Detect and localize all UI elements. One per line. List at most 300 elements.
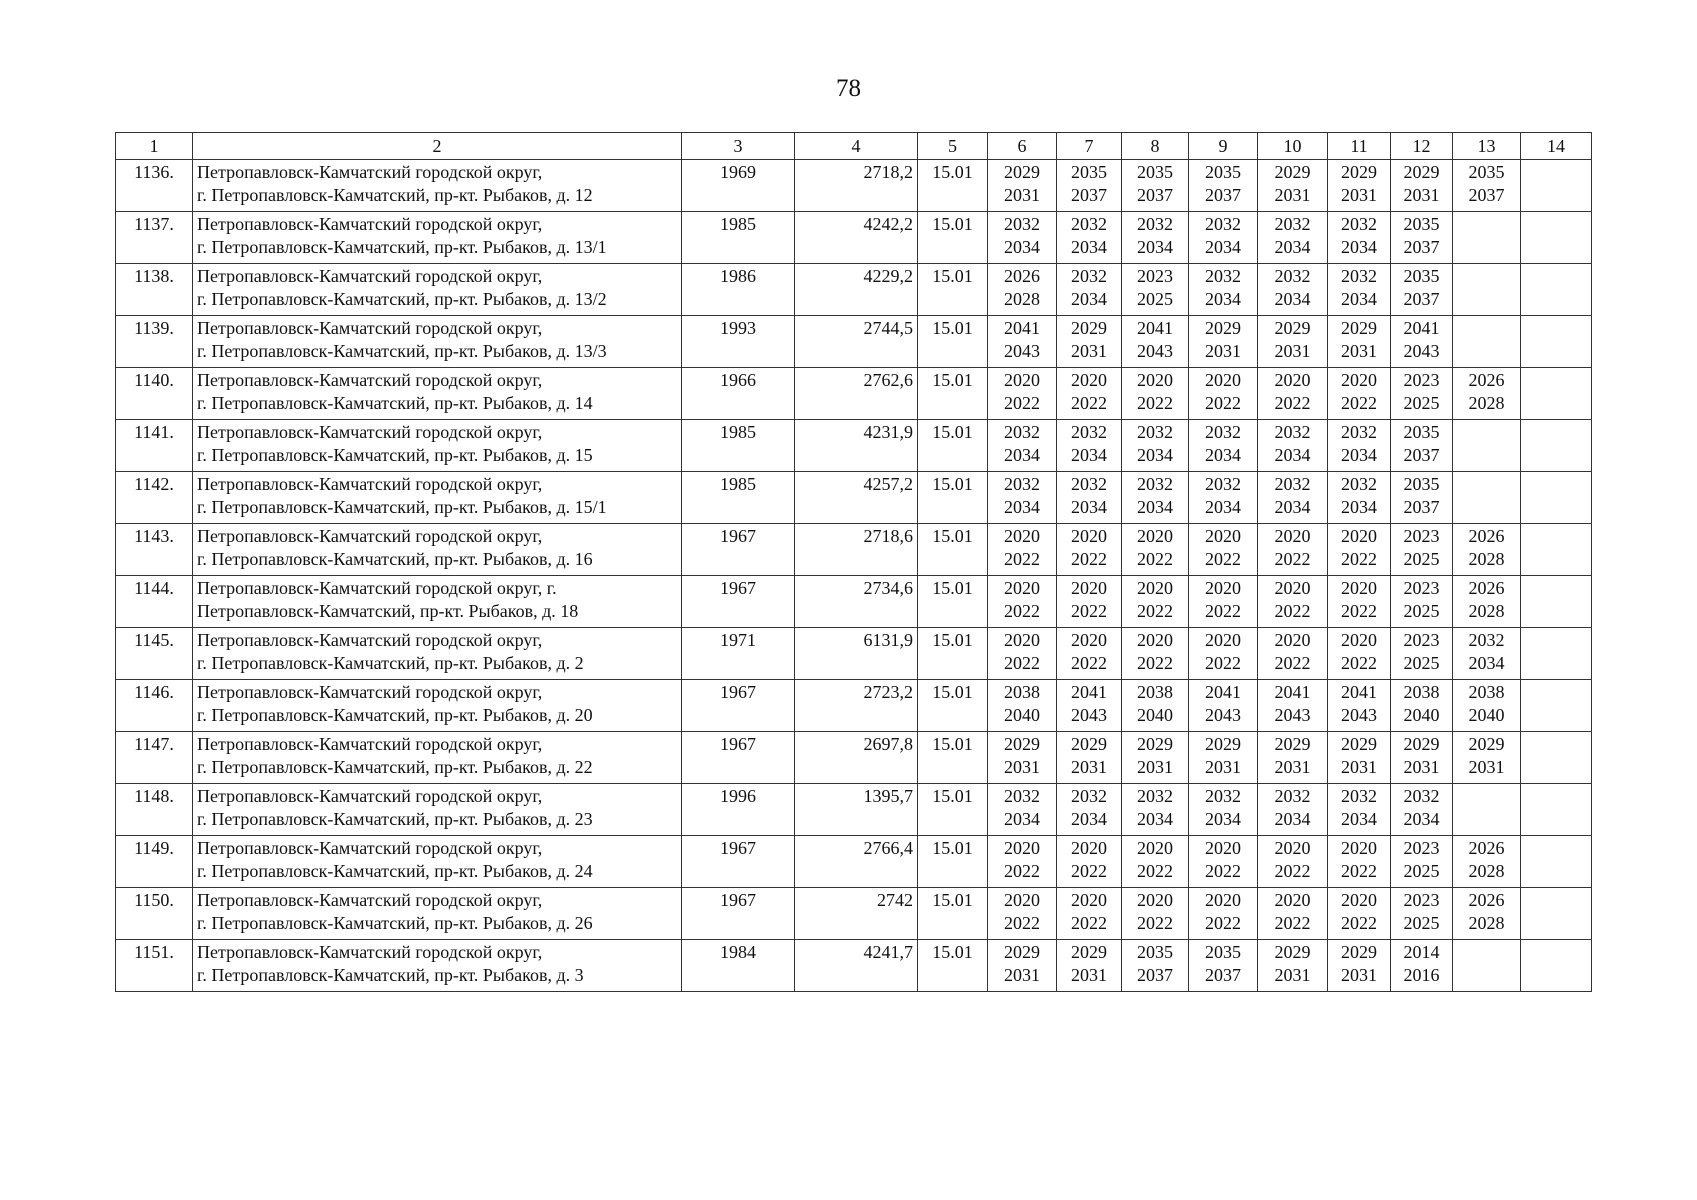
period-start-year: 2041 [1403,318,1440,338]
address-line: Петропавловск-Камчатский городской округ, [197,630,543,650]
period-start-year: 2035 [1403,214,1440,234]
period-col-9 [1189,576,1258,628]
category-code: 15.01 [918,836,988,888]
period-start-year: 2041 [1341,682,1377,702]
period-col-9 [1189,940,1258,992]
period-end-year: 2022 [1341,653,1377,673]
period-end-year: 2022 [1137,653,1173,673]
table-row [116,420,1592,472]
period-end-year: 2025 [1403,861,1440,881]
row-number: 1151. [116,940,193,992]
period-start-year: 2029 [1341,734,1377,754]
period-col-13 [1453,368,1521,420]
period-start-year: 2020 [1341,578,1377,598]
period-col-13 [1453,524,1521,576]
row-number: 1150. [116,888,193,940]
column-header-12: 12 [1391,133,1453,160]
period-col-14 [1521,368,1592,420]
period-col-13 [1453,576,1521,628]
period-end-year: 2037 [1403,497,1440,517]
period-col-10 [1258,680,1328,732]
period-col-12 [1391,368,1453,420]
period-col-13 [1453,212,1521,264]
category-code: 15.01 [918,628,988,680]
period-start-year: 2026 [1468,838,1505,858]
period-end-year: 2031 [1274,185,1311,205]
period-end-year: 2034 [1274,497,1311,517]
period-start-year: 2023 [1403,578,1440,598]
period-end-year: 2034 [1071,497,1107,517]
period-start-year: 2032 [1137,786,1173,806]
table-row [116,732,1592,784]
total-area: 4241,7 [795,940,918,992]
period-end-year: 2022 [1205,549,1241,569]
period-start-year: 2029 [1274,162,1311,182]
total-area: 2718,2 [795,160,918,212]
period-col-6 [988,784,1057,836]
category-code: 15.01 [918,576,988,628]
period-col-6 [988,524,1057,576]
period-end-year: 2022 [1071,913,1107,933]
period-end-year: 2022 [1071,549,1107,569]
period-col-10 [1258,316,1328,368]
table-row [116,524,1592,576]
address-line: г. Петропавловск-Камчатский, пр-кт. Рыбаков, д. 13/1 [197,237,607,257]
period-col-14 [1521,472,1592,524]
total-area: 4242,2 [795,212,918,264]
period-end-year: 2022 [1071,601,1107,621]
column-header-5: 5 [918,133,988,160]
period-col-7 [1057,212,1122,264]
table-row [116,576,1592,628]
period-col-12 [1391,316,1453,368]
period-col-10 [1258,368,1328,420]
period-col-7 [1057,732,1122,784]
period-col-12 [1391,940,1453,992]
period-end-year: 2016 [1403,965,1440,985]
period-start-year: 2035 [1468,162,1505,182]
period-start-year: 2020 [1137,578,1173,598]
period-col-11 [1328,212,1391,264]
period-end-year: 2031 [1341,965,1377,985]
period-start-year: 2020 [1004,578,1040,598]
period-end-year: 2025 [1403,913,1440,933]
period-start-year: 2029 [1004,734,1040,754]
period-col-14 [1521,420,1592,472]
column-header-9: 9 [1189,133,1258,160]
period-col-6 [988,420,1057,472]
period-start-year: 2035 [1205,162,1241,182]
period-col-6 [988,680,1057,732]
period-col-10 [1258,836,1328,888]
period-start-year: 2023 [1403,526,1440,546]
period-start-year: 2035 [1205,942,1241,962]
total-area: 2766,4 [795,836,918,888]
period-end-year: 2034 [1205,445,1241,465]
period-start-year: 2041 [1205,682,1241,702]
period-start-year: 2032 [1274,214,1311,234]
row-number: 1148. [116,784,193,836]
period-end-year: 2034 [1137,237,1173,257]
period-end-year: 2034 [1004,809,1040,829]
address-line: Петропавловск-Камчатский городской округ, [197,734,543,754]
period-start-year: 2020 [1205,370,1241,390]
period-start-year: 2020 [1071,630,1107,650]
period-start-year: 2020 [1341,630,1377,650]
period-col-11 [1328,784,1391,836]
period-start-year: 2023 [1137,266,1173,286]
period-start-year: 2020 [1205,890,1241,910]
period-end-year: 2022 [1341,393,1377,413]
period-col-13 [1453,836,1521,888]
period-col-11 [1328,420,1391,472]
address-line: г. Петропавловск-Камчатский, пр-кт. Рыбаков, д. 22 [197,757,593,777]
period-col-11 [1328,940,1391,992]
period-end-year: 2028 [1468,393,1505,413]
build-year: 1966 [682,368,795,420]
period-col-8 [1122,888,1189,940]
period-col-10 [1258,524,1328,576]
period-col-14 [1521,316,1592,368]
period-end-year: 2037 [1137,965,1173,985]
period-end-year: 2043 [1341,705,1377,725]
address-cell [193,368,682,420]
period-col-13 [1453,680,1521,732]
period-col-8 [1122,316,1189,368]
period-start-year: 2029 [1341,318,1377,338]
period-start-year: 2041 [1137,318,1173,338]
period-start-year: 2032 [1004,214,1040,234]
build-year: 1967 [682,836,795,888]
address-cell [193,836,682,888]
address-cell [193,940,682,992]
build-year: 1993 [682,316,795,368]
table-row [116,316,1592,368]
period-start-year: 2032 [1274,422,1311,442]
period-end-year: 2022 [1071,653,1107,673]
period-end-year: 2031 [1274,341,1311,361]
period-start-year: 2041 [1071,682,1107,702]
period-col-9 [1189,316,1258,368]
period-col-11 [1328,160,1391,212]
total-area: 1395,7 [795,784,918,836]
period-end-year: 2034 [1274,237,1311,257]
column-header-1: 1 [116,133,193,160]
period-col-14 [1521,160,1592,212]
period-end-year: 2034 [1274,809,1311,829]
period-start-year: 2032 [1341,474,1377,494]
address-cell [193,576,682,628]
total-area: 4229,2 [795,264,918,316]
period-start-year: 2020 [1274,630,1311,650]
period-end-year: 2022 [1004,549,1040,569]
period-col-6 [988,940,1057,992]
period-start-year: 2038 [1137,682,1173,702]
address-line: г. Петропавловск-Камчатский, пр-кт. Рыбаков, д. 26 [197,913,593,933]
period-col-12 [1391,212,1453,264]
period-start-year: 2029 [1274,942,1311,962]
period-end-year: 2037 [1071,185,1107,205]
period-col-14 [1521,888,1592,940]
table-row [116,680,1592,732]
table-row [116,940,1592,992]
period-start-year: 2020 [1004,838,1040,858]
period-col-11 [1328,472,1391,524]
period-end-year: 2022 [1341,913,1377,933]
page-number: 78 [836,75,861,102]
column-header-14: 14 [1521,133,1592,160]
period-col-11 [1328,680,1391,732]
period-start-year: 2029 [1205,734,1241,754]
period-start-year: 2029 [1071,734,1107,754]
period-col-9 [1189,368,1258,420]
period-start-year: 2032 [1137,214,1173,234]
period-start-year: 2029 [1004,162,1040,182]
row-number: 1139. [116,316,193,368]
period-start-year: 2032 [1004,786,1040,806]
period-start-year: 2032 [1341,786,1377,806]
period-start-year: 2020 [1205,526,1241,546]
period-end-year: 2031 [1403,757,1440,777]
period-start-year: 2032 [1274,786,1311,806]
period-start-year: 2020 [1205,838,1241,858]
period-col-12 [1391,888,1453,940]
total-area: 2762,6 [795,368,918,420]
period-end-year: 2022 [1205,393,1241,413]
period-end-year: 2034 [1071,445,1107,465]
period-col-12 [1391,472,1453,524]
period-start-year: 2020 [1341,838,1377,858]
period-end-year: 2034 [1205,809,1241,829]
build-year: 1985 [682,472,795,524]
period-end-year: 2034 [1137,809,1173,829]
period-col-8 [1122,940,1189,992]
period-end-year: 2034 [1468,653,1505,673]
column-header-2: 2 [193,133,682,160]
address-cell [193,316,682,368]
period-col-6 [988,836,1057,888]
period-end-year: 2034 [1004,497,1040,517]
address-line: Петропавловск-Камчатский городской округ, [197,942,543,962]
period-col-9 [1189,784,1258,836]
period-col-12 [1391,836,1453,888]
row-number: 1138. [116,264,193,316]
period-start-year: 2020 [1137,370,1173,390]
period-col-12 [1391,160,1453,212]
period-end-year: 2022 [1137,549,1173,569]
period-start-year: 2035 [1137,162,1173,182]
period-end-year: 2034 [1341,445,1377,465]
period-start-year: 2032 [1004,422,1040,442]
period-start-year: 2032 [1205,474,1241,494]
table-row [116,212,1592,264]
period-start-year: 2020 [1274,578,1311,598]
address-line: г. Петропавловск-Камчатский, пр-кт. Рыбаков, д. 15 [197,445,593,465]
period-end-year: 2031 [1403,185,1440,205]
address-cell [193,160,682,212]
period-start-year: 2038 [1004,682,1040,702]
address-cell [193,732,682,784]
period-col-11 [1328,732,1391,784]
period-end-year: 2031 [1274,757,1311,777]
period-col-8 [1122,784,1189,836]
period-start-year: 2041 [1004,318,1040,338]
period-col-6 [988,316,1057,368]
build-year: 1985 [682,212,795,264]
period-start-year: 2032 [1205,214,1241,234]
table-row [116,836,1592,888]
period-end-year: 2031 [1071,341,1107,361]
category-code: 15.01 [918,160,988,212]
period-col-13 [1453,888,1521,940]
category-code: 15.01 [918,264,988,316]
period-col-8 [1122,628,1189,680]
period-col-14 [1521,680,1592,732]
period-col-9 [1189,420,1258,472]
period-col-13 [1453,784,1521,836]
row-number: 1142. [116,472,193,524]
period-start-year: 2023 [1403,630,1440,650]
period-end-year: 2022 [1341,549,1377,569]
period-start-year: 2029 [1137,734,1173,754]
period-end-year: 2034 [1004,445,1040,465]
period-end-year: 2037 [1403,445,1440,465]
period-col-10 [1258,576,1328,628]
period-col-14 [1521,836,1592,888]
address-cell [193,212,682,264]
period-start-year: 2026 [1468,526,1505,546]
period-col-9 [1189,732,1258,784]
column-header-7: 7 [1057,133,1122,160]
period-end-year: 2043 [1004,341,1040,361]
period-start-year: 2020 [1004,526,1040,546]
build-year: 1986 [682,264,795,316]
row-number: 1136. [116,160,193,212]
period-col-13 [1453,316,1521,368]
period-start-year: 2032 [1468,630,1505,650]
address-line: Петропавловск-Камчатский городской округ, [197,890,543,910]
build-year: 1967 [682,524,795,576]
period-start-year: 2029 [1071,318,1107,338]
build-year: 1971 [682,628,795,680]
category-code: 15.01 [918,888,988,940]
period-col-6 [988,264,1057,316]
period-end-year: 2022 [1004,861,1040,881]
period-start-year: 2035 [1403,474,1440,494]
period-start-year: 2032 [1341,422,1377,442]
period-col-7 [1057,576,1122,628]
total-area: 2723,2 [795,680,918,732]
address-cell [193,628,682,680]
period-col-10 [1258,784,1328,836]
period-end-year: 2028 [1468,549,1505,569]
period-col-9 [1189,264,1258,316]
table-row [116,888,1592,940]
period-col-7 [1057,628,1122,680]
category-code: 15.01 [918,524,988,576]
period-col-11 [1328,368,1391,420]
period-end-year: 2031 [1468,757,1505,777]
period-col-8 [1122,472,1189,524]
period-start-year: 2020 [1137,838,1173,858]
header-row [116,133,1592,160]
period-col-11 [1328,836,1391,888]
period-start-year: 2032 [1137,474,1173,494]
period-col-13 [1453,732,1521,784]
period-end-year: 2022 [1341,861,1377,881]
period-end-year: 2031 [1004,185,1040,205]
period-col-12 [1391,420,1453,472]
period-col-9 [1189,472,1258,524]
address-line: Петропавловск-Камчатский городской округ, [197,266,543,286]
period-col-8 [1122,420,1189,472]
period-end-year: 2022 [1205,601,1241,621]
column-header-10: 10 [1258,133,1328,160]
period-col-10 [1258,472,1328,524]
period-end-year: 2031 [1205,757,1241,777]
period-start-year: 2026 [1004,266,1040,286]
period-end-year: 2028 [1468,913,1505,933]
period-end-year: 2040 [1004,705,1040,725]
row-number: 1146. [116,680,193,732]
period-col-10 [1258,940,1328,992]
period-start-year: 2029 [1205,318,1241,338]
period-end-year: 2022 [1004,601,1040,621]
period-end-year: 2028 [1004,289,1040,309]
period-end-year: 2025 [1403,393,1440,413]
period-col-13 [1453,628,1521,680]
period-col-9 [1189,212,1258,264]
period-col-6 [988,212,1057,264]
address-line: г. Петропавловск-Камчатский, пр-кт. Рыбаков, д. 3 [197,965,584,985]
period-end-year: 2034 [1205,237,1241,257]
period-col-8 [1122,524,1189,576]
total-area: 2744,5 [795,316,918,368]
period-start-year: 2029 [1071,942,1107,962]
period-start-year: 2026 [1468,370,1505,390]
period-col-10 [1258,732,1328,784]
period-col-8 [1122,264,1189,316]
period-end-year: 2037 [1403,289,1440,309]
period-col-6 [988,472,1057,524]
period-col-10 [1258,264,1328,316]
address-line: Петропавловск-Камчатский городской округ, [197,214,543,234]
period-end-year: 2034 [1137,445,1173,465]
period-col-14 [1521,628,1592,680]
period-end-year: 2034 [1071,237,1107,257]
period-col-9 [1189,524,1258,576]
period-start-year: 2020 [1137,630,1173,650]
period-col-9 [1189,160,1258,212]
address-line: Петропавловск-Камчатский городской округ, [197,786,543,806]
period-end-year: 2043 [1205,705,1241,725]
period-end-year: 2034 [1004,237,1040,257]
period-start-year: 2029 [1274,318,1311,338]
period-col-7 [1057,472,1122,524]
address-cell [193,680,682,732]
period-start-year: 2032 [1071,474,1107,494]
period-end-year: 2022 [1274,601,1311,621]
table-row [116,628,1592,680]
period-start-year: 2032 [1341,214,1377,234]
period-start-year: 2023 [1403,890,1440,910]
period-col-7 [1057,940,1122,992]
address-cell [193,888,682,940]
period-end-year: 2022 [1004,393,1040,413]
period-start-year: 2020 [1071,838,1107,858]
period-end-year: 2022 [1205,913,1241,933]
address-line: г. Петропавловск-Камчатский, пр-кт. Рыбаков, д. 12 [197,185,593,205]
